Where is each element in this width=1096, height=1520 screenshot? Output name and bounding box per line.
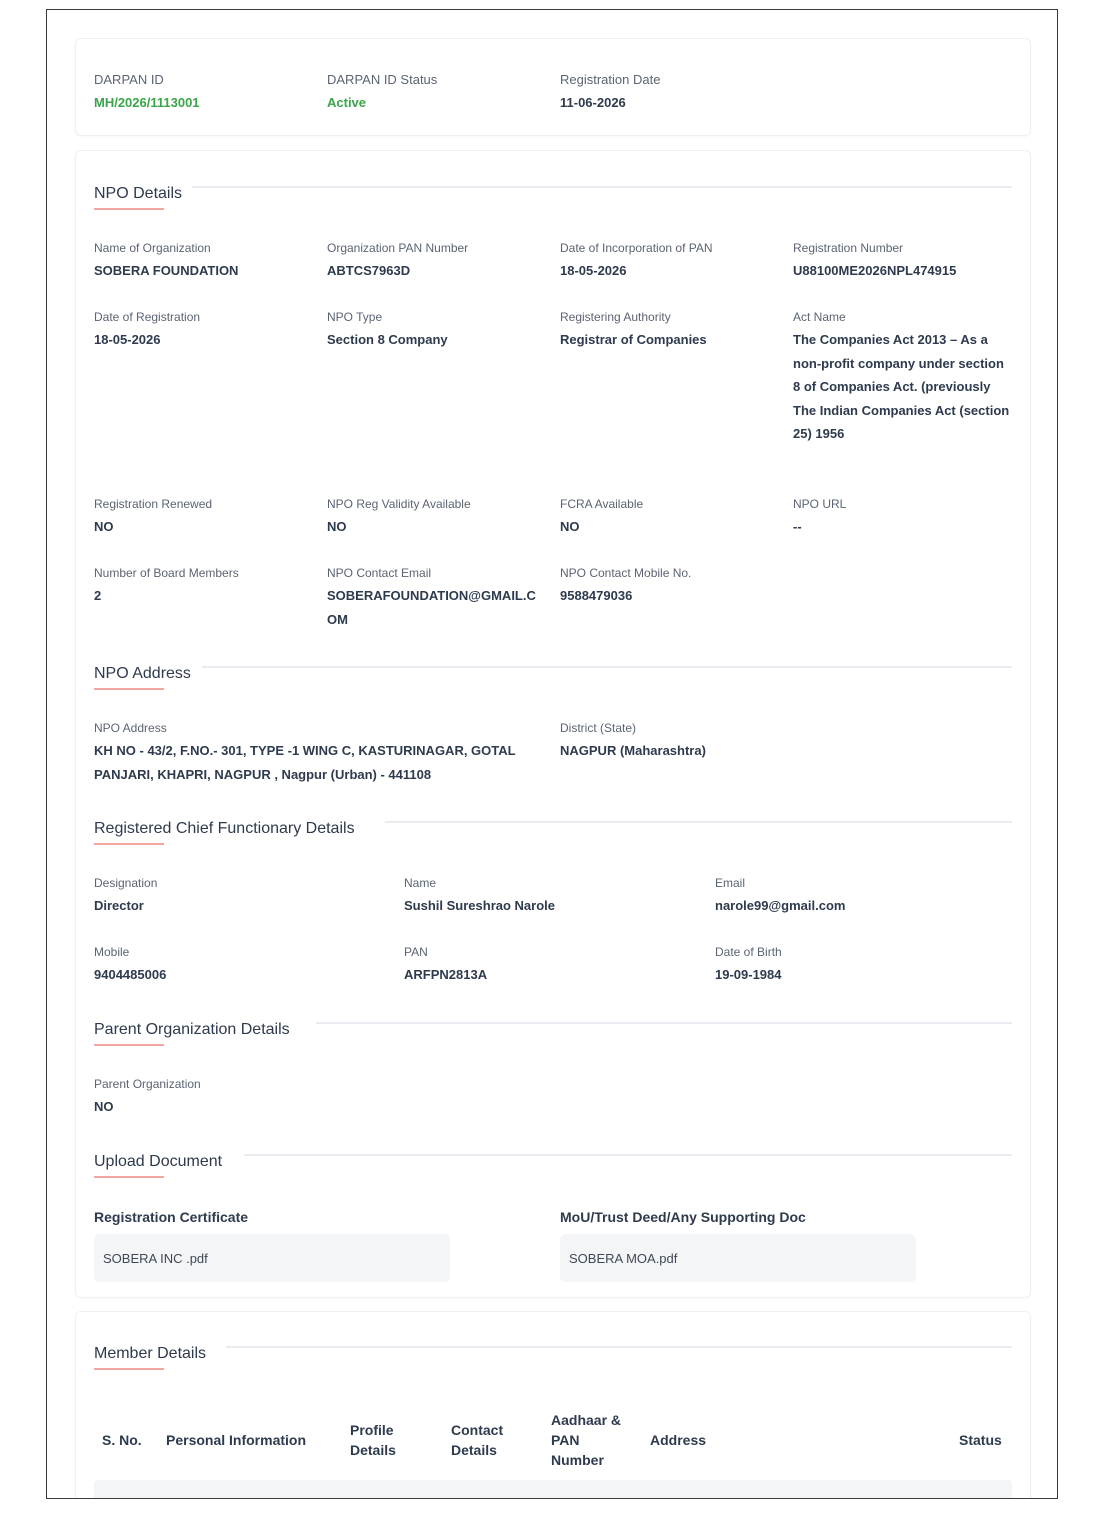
chief-functionary-heading — [94, 820, 355, 846]
member-details-heading — [94, 1345, 206, 1371]
contact-mobile-label: NPO Contact Mobile No. — [560, 566, 692, 580]
npo-address-heading — [94, 665, 191, 691]
contact-mobile-value: 9588479036 — [560, 588, 633, 603]
chief-mobile-label: Mobile — [94, 945, 130, 959]
th-profile-details[interactable]: Profile Details — [350, 1422, 396, 1458]
table-row — [94, 1480, 1012, 1499]
section-divider — [202, 666, 1012, 668]
validity-label: NPO Reg Validity Available — [327, 497, 471, 511]
parent-org-title: Parent Organization Details — [94, 1021, 290, 1038]
chief-functionary-title: Registered Chief Functionary Details — [94, 820, 355, 837]
summary-card — [75, 38, 1031, 136]
section-underline — [94, 1044, 164, 1046]
board-members-label: Number of Board Members — [94, 566, 239, 580]
th-serial[interactable]: S. No. — [102, 1432, 142, 1448]
npo-type-value: Section 8 Company — [327, 332, 448, 347]
chief-name-label: Name — [404, 876, 437, 890]
section-divider — [244, 1154, 1012, 1156]
pan-date-value: 18-05-2026 — [560, 263, 627, 278]
district-label: District (State) — [560, 721, 637, 735]
org-name-value: SOBERA FOUNDATION — [94, 263, 239, 278]
th-status[interactable]: Status — [959, 1432, 1002, 1448]
reg-number-value: U88100ME2026NPL474915 — [793, 263, 957, 278]
board-members-value: 2 — [94, 588, 102, 603]
registration-certificate-file[interactable] — [94, 1234, 450, 1282]
th-personal-info[interactable]: Personal Information — [166, 1432, 307, 1448]
date-registration-value: 18-05-2026 — [94, 332, 161, 347]
npo-url-label: NPO URL — [793, 497, 847, 511]
chief-dob-label: Date of Birth — [715, 945, 782, 959]
mou-filename: SOBERA MOA.pdf — [569, 1250, 678, 1266]
renewed-label: Registration Renewed — [94, 497, 213, 511]
chief-dob-value: 19-09-1984 — [715, 967, 782, 982]
section-underline — [94, 688, 164, 690]
parent-org-label: Parent Organization — [94, 1077, 201, 1091]
designation-label: Designation — [94, 876, 158, 890]
upload-document-title: Upload Document — [94, 1153, 223, 1170]
chief-mobile-value: 9404485006 — [94, 967, 167, 982]
section-divider — [226, 1346, 1012, 1348]
chief-name-value: Sushil Sureshrao Narole — [404, 898, 555, 913]
registration-date-value: 11-06-2026 — [560, 95, 626, 110]
designation-value: Director — [94, 898, 144, 913]
contact-email-value: SOBERAFOUNDATION@GMAIL.COM — [327, 588, 536, 627]
darpan-status-value: Active — [327, 95, 367, 110]
reg-number-label: Registration Number — [793, 241, 904, 255]
registration-certificate-label: Registration Certificate — [94, 1209, 249, 1225]
renewed-value: NO — [94, 519, 114, 534]
npo-url-value: -- — [793, 519, 802, 534]
parent-org-value: NO — [94, 1099, 114, 1114]
npo-address-label: NPO Address — [94, 721, 167, 735]
section-underline — [94, 208, 164, 210]
parent-org-heading — [94, 1021, 290, 1047]
chief-email-value: narole99@gmail.com — [715, 898, 846, 913]
page-frame — [46, 9, 1058, 1499]
chief-pan-label: PAN — [404, 945, 428, 959]
th-aadhaar-pan[interactable]: Aadhaar & PAN Number — [551, 1412, 622, 1468]
chief-pan-value: ARFPN2813A — [404, 967, 488, 982]
act-name-label: Act Name — [793, 310, 846, 324]
date-registration-label: Date of Registration — [94, 310, 201, 324]
fcra-label: FCRA Available — [560, 497, 644, 511]
chief-email-label: Email — [715, 876, 746, 890]
section-divider — [316, 1022, 1012, 1024]
darpan-status-label: DARPAN ID Status — [327, 72, 438, 87]
section-underline — [94, 1368, 164, 1370]
district-value: NAGPUR (Maharashtra) — [560, 743, 706, 758]
authority-value: Registrar of Companies — [560, 332, 707, 347]
section-underline — [94, 843, 164, 845]
contact-email-label: NPO Contact Email — [327, 566, 432, 580]
act-name-value: The Companies Act 2013 – As a non-profit company under section 8 of Companies Act. (previously The Indian Companies Act (section 25) 1956 — [793, 332, 1010, 441]
details-card — [75, 150, 1031, 1298]
darpan-id-value: MH/2026/1113001 — [94, 95, 200, 110]
org-pan-label: Organization PAN Number — [327, 241, 469, 255]
th-address[interactable]: Address — [650, 1432, 707, 1448]
section-underline — [94, 1176, 164, 1178]
section-divider — [192, 186, 1012, 188]
npo-type-label: NPO Type — [327, 310, 383, 324]
darpan-id-label: DARPAN ID — [94, 72, 164, 87]
pan-date-label: Date of Incorporation of PAN — [560, 241, 713, 255]
fcra-value: NO — [560, 519, 580, 534]
org-name-label: Name of Organization — [94, 241, 211, 255]
section-divider — [385, 821, 1012, 823]
upload-document-heading — [94, 1153, 222, 1179]
validity-value: NO — [327, 519, 347, 534]
authority-label: Registering Authority — [560, 310, 671, 324]
member-details-card — [75, 1311, 1031, 1499]
mou-file[interactable] — [560, 1234, 916, 1282]
npo-details-heading — [94, 185, 182, 211]
member-details-title: Member Details — [94, 1345, 207, 1362]
th-contact-details[interactable]: Contact Details — [451, 1422, 504, 1458]
mou-label: MoU/Trust Deed/Any Supporting Doc — [560, 1209, 806, 1225]
org-pan-value: ABTCS7963D — [327, 263, 411, 278]
npo-address-value: KH NO - 43/2, F.NO.- 301, TYPE -1 WING C, KASTURINAGAR, GOTAL PANJARI, KHAPRI, NAGPUR , Nagpur (Urban) - 441108 — [94, 743, 516, 782]
npo-address-title: NPO Address — [94, 665, 191, 682]
registration-certificate-filename: SOBERA INC .pdf — [103, 1250, 208, 1266]
registration-date-label: Registration Date — [560, 72, 661, 87]
npo-details-title: NPO Details — [94, 185, 183, 202]
